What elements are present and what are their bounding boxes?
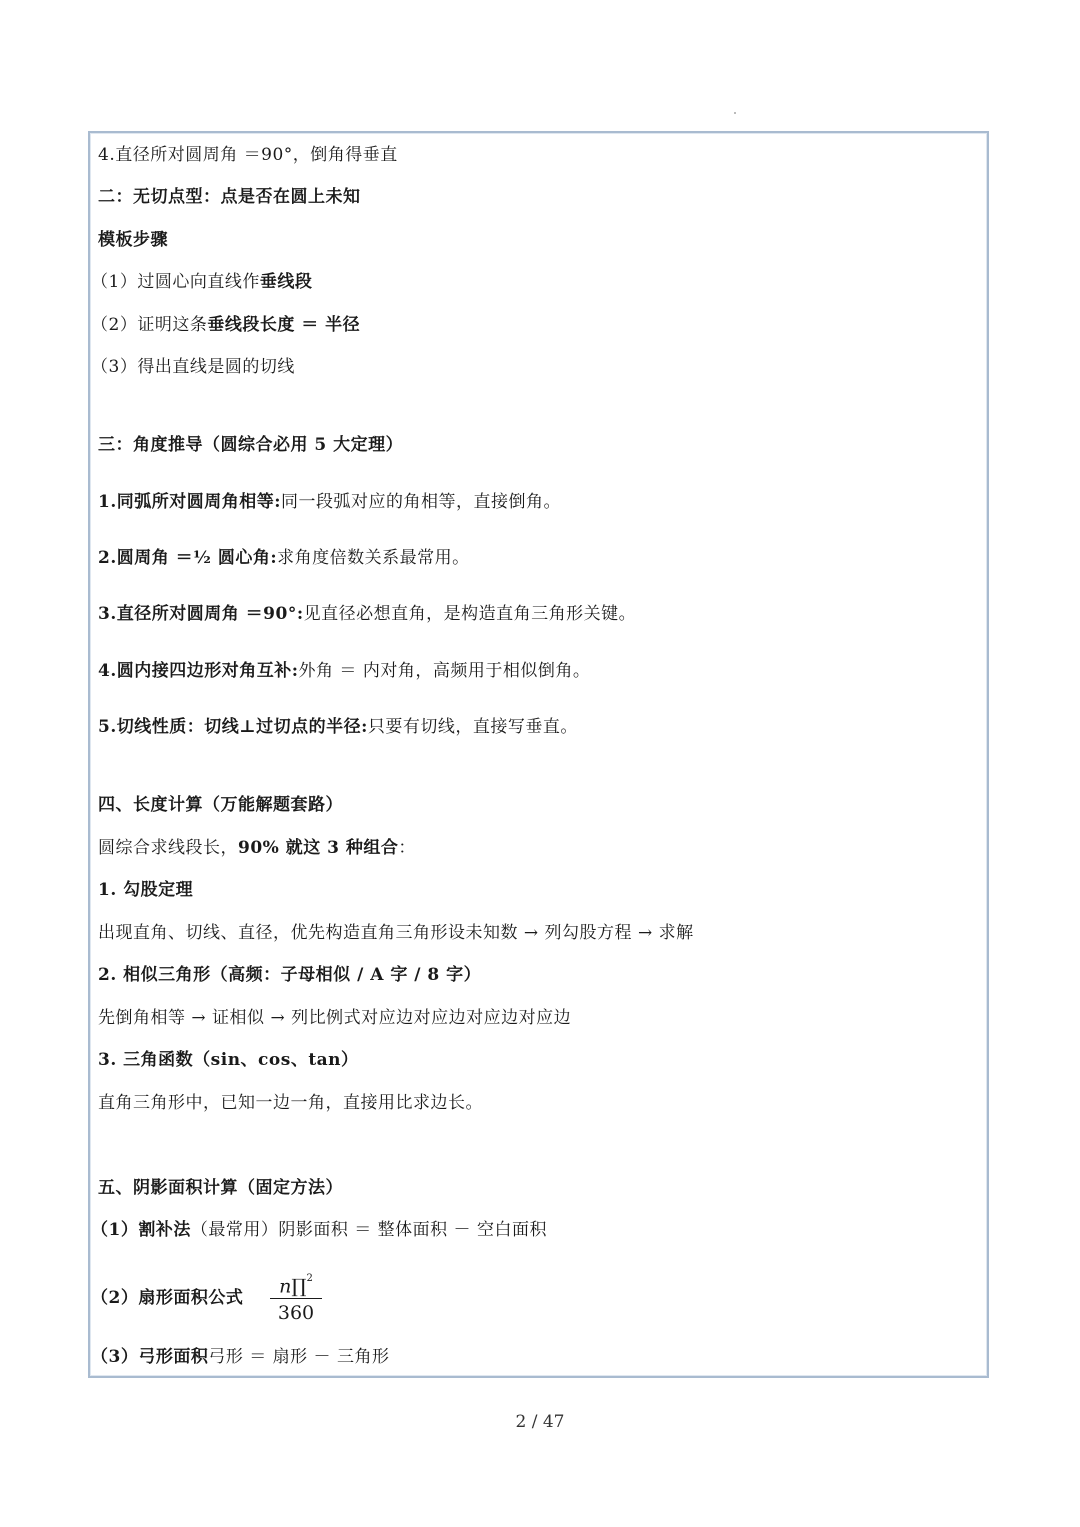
theorem-1-title: 1.同弧所对圆周角相等: xyxy=(98,492,282,512)
formula-n: n xyxy=(279,1275,292,1298)
method-3-text: 弓形 ＝ 扇形 － 三角形 xyxy=(208,1347,390,1367)
step-1-text: （1）过圆心向直线作 xyxy=(91,272,260,292)
scan-speck xyxy=(734,112,736,114)
sector-area-formula xyxy=(268,1268,324,1327)
theorem-2 xyxy=(98,546,470,570)
method-3-title: （3）弓形面积 xyxy=(91,1347,209,1367)
section-2-heading: 二：无切点型：点是否在圆上未知 xyxy=(98,187,361,207)
theorem-2-title: 2.圆周角 ＝½ 圆心角: xyxy=(98,548,278,568)
formula-exponent: 2 xyxy=(306,1273,313,1284)
template-steps-label: 模板步骤 xyxy=(98,230,168,250)
step-3: （3）得出直线是圆的切线 xyxy=(91,357,295,377)
step-2-bold: 垂线段长度 ＝ 半径 xyxy=(207,315,361,335)
step-1 xyxy=(91,270,312,294)
section-4-heading: 四、长度计算（万能解题套路） xyxy=(98,795,343,815)
method-1-title: （1）割补法 xyxy=(91,1220,191,1240)
similar-triangles-text: 先倒角相等 → 证相似 → 列比例式对应边对应边对应边对应边 xyxy=(98,1008,572,1028)
trig-text: 直角三角形中，已知一边一角，直接用比求边长。 xyxy=(98,1093,483,1113)
step-1-bold: 垂线段 xyxy=(259,272,313,292)
theorem-1-text: 同一段弧对应的角相等，直接倒角。 xyxy=(281,492,562,512)
method-3 xyxy=(91,1345,389,1369)
theorem-4 xyxy=(98,659,590,683)
section-5-heading: 五、阴影面积计算（固定方法） xyxy=(98,1178,343,1198)
theorem-3 xyxy=(98,602,636,626)
theorem-2-text: 求角度倍数关系最常用。 xyxy=(277,548,470,568)
method-1 xyxy=(91,1218,547,1242)
section-3-heading: 三：角度推导（圆综合必用 5 大定理） xyxy=(98,435,404,455)
formula-pi: ∏ xyxy=(291,1275,307,1298)
step-2-text: （2）证明这条 xyxy=(91,315,208,335)
length-intro xyxy=(98,836,416,860)
theorem-5-title: 5.切线性质：切线⊥过切点的半径: xyxy=(98,717,368,737)
similar-triangles-title: 2. 相似三角形（高频：子母相似 / A 字 / 8 字） xyxy=(98,965,482,985)
pythagoras-title: 1. 勾股定理 xyxy=(98,880,194,900)
theorem-4-text: 外角 ＝ 内对角，高频用于相似倒角。 xyxy=(298,661,591,681)
formula-numerator xyxy=(268,1268,324,1298)
formula-denominator: 360 xyxy=(277,1302,315,1324)
theorem-5-text: 只要有切线，直接写垂直。 xyxy=(367,717,578,737)
length-intro-post: ： xyxy=(398,838,416,858)
pythagoras-text: 出现直角、切线、直径，优先构造直角三角形设未知数 → 列勾股方程 → 求解 xyxy=(98,923,694,943)
theorem-line-4: 4.直径所对圆周角 ＝90°，倒角得垂直 xyxy=(98,145,398,165)
theorem-3-text: 见直径必想直角，是构造直角三角形关键。 xyxy=(303,604,637,624)
theorem-1 xyxy=(98,490,561,514)
length-intro-pre: 圆综合求线段长， xyxy=(98,838,238,858)
theorem-4-title: 4.圆内接四边形对角互补: xyxy=(98,661,299,681)
method-1-text: （最常用）阴影面积 ＝ 整体面积 － 空白面积 xyxy=(190,1220,547,1240)
step-2 xyxy=(91,313,360,337)
theorem-5 xyxy=(98,715,578,739)
length-intro-bold: 90% 就这 3 种组合 xyxy=(238,838,399,858)
page-number: 2 / 47 xyxy=(515,1412,565,1432)
theorem-3-title: 3.直径所对圆周角 ＝90°: xyxy=(98,604,304,624)
trig-title: 3. 三角函数（sin、cos、tan） xyxy=(98,1050,359,1070)
method-2-title: （2）扇形面积公式 xyxy=(91,1288,244,1308)
